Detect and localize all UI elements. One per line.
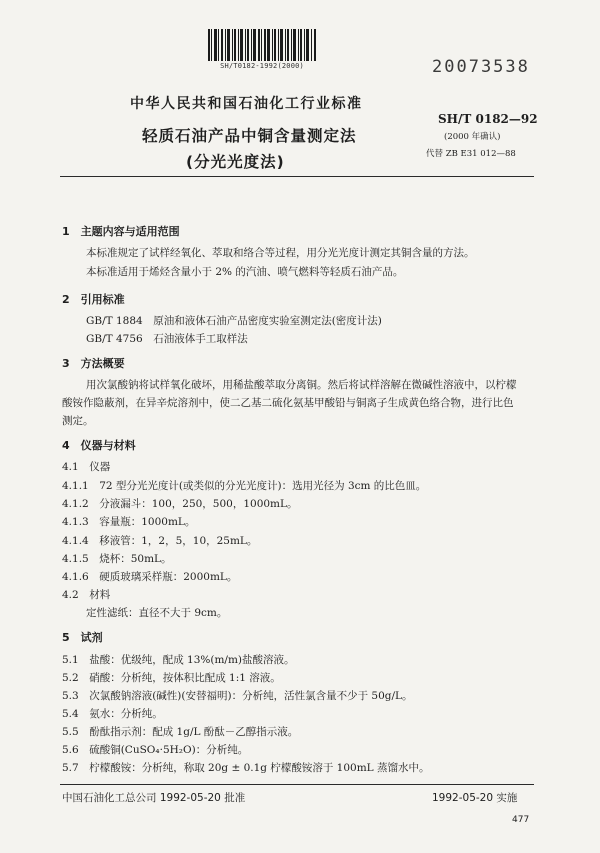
footer-divider [60,784,534,785]
section-heading: 5 试剂 [62,631,103,644]
list-item: 4.1.3 容量瓶：1000mL。 [62,516,196,528]
section-heading: 1 主题内容与适用范围 [62,225,180,238]
paragraph-line: 测定。 [62,415,94,427]
subsection-heading: 4.2 材料 [62,589,111,601]
confirm-note: (2000 年确认) [444,132,501,142]
implementation-date: 1992-05-20 实施 [432,792,518,804]
reference-item: GB/T 1884 原油和液体石油产品密度实验室测定法(密度计法) [86,315,382,327]
reagent-item: 5.5 酚酞指示剂：配成 1g/L 酚酞－乙醇指示液。 [62,726,299,738]
reagent-item: 5.1 盐酸：优级纯，配成 13%(m/m)盐酸溶液。 [62,654,295,666]
page-subtitle: (分光光度法) [186,153,285,171]
section-heading: 2 引用标准 [62,293,125,306]
standard-code: SH/T 0182—92 [438,112,538,126]
subsection-heading: 4.1 仪器 [62,461,111,473]
reagent-item: 5.7 柠檬酸铵：分析纯，称取 20g ± 0.1g 柠檬酸铵溶于 100mL 蒸馏水中。 [62,762,430,774]
list-item: 4.1.5 烧杯：50mL。 [62,553,172,565]
header-divider [60,176,534,177]
list-item: 4.1.1 72 型分光光度计(或类似的分光光度计)：选用光径为 3cm 的比色皿。 [62,480,427,492]
list-item: 4.1.6 硬质玻璃采样瓶：2000mL。 [62,571,238,583]
approval-date: 中国石油化工总公司 1992-05-20 批准 [62,792,246,804]
paragraph-line: 本标准规定了试样经氧化、萃取和络合等过程，用分光光度计测定其铜含量的方法。 [86,247,475,259]
page-number: 477 [512,815,530,825]
section-heading: 4 仪器与材料 [62,439,136,452]
list-item: 4.1.4 移液管：1，2，5，10，25mL。 [62,535,258,547]
page-title: 轻质石油产品中铜含量测定法 [142,127,357,145]
list-item: 定性滤纸：直径不大于 9cm。 [86,607,228,619]
reagent-item: 5.4 氨水：分析纯。 [62,708,163,720]
stamp-number: 20073538 [432,57,530,77]
paragraph-line: 用次氯酸钠将试样氧化破坏，用稀盐酸萃取分离铜。然后将试样溶解在微碱性溶液中，以柠檬 [86,379,517,391]
replaces-note: 代替 ZB E31 012—88 [426,149,516,159]
list-item: 4.1.2 分液漏斗：100，250，500，1000mL。 [62,498,298,510]
organization: 中华人民共和国石油化工行业标准 [130,96,363,112]
barcode [206,28,318,62]
section-heading: 3 方法概要 [62,357,125,370]
reagent-item: 5.2 硝酸：分析纯，按体积比配成 1:1 溶液。 [62,672,281,684]
paragraph-line: 酸铵作隐蔽剂，在异辛烷溶剂中，使二乙基二硫化氨基甲酸铅与铜离子生成黄色络合物，进行比色 [62,397,514,409]
reagent-item: 5.6 硫酸铜(CuSO₄·5H₂O)：分析纯。 [62,744,249,756]
barcode-text: SH/T0182-1992(2000) [220,62,304,70]
reference-item: GB/T 4756 石油液体手工取样法 [86,333,248,345]
paragraph-line: 本标准适用于烯烃含量小于 2% 的汽油、喷气燃料等轻质石油产品。 [86,266,404,278]
reagent-item: 5.3 次氯酸钠溶液(碱性)(安替福明)：分析纯，活性氯含量不少于 50g/L。 [62,690,413,702]
